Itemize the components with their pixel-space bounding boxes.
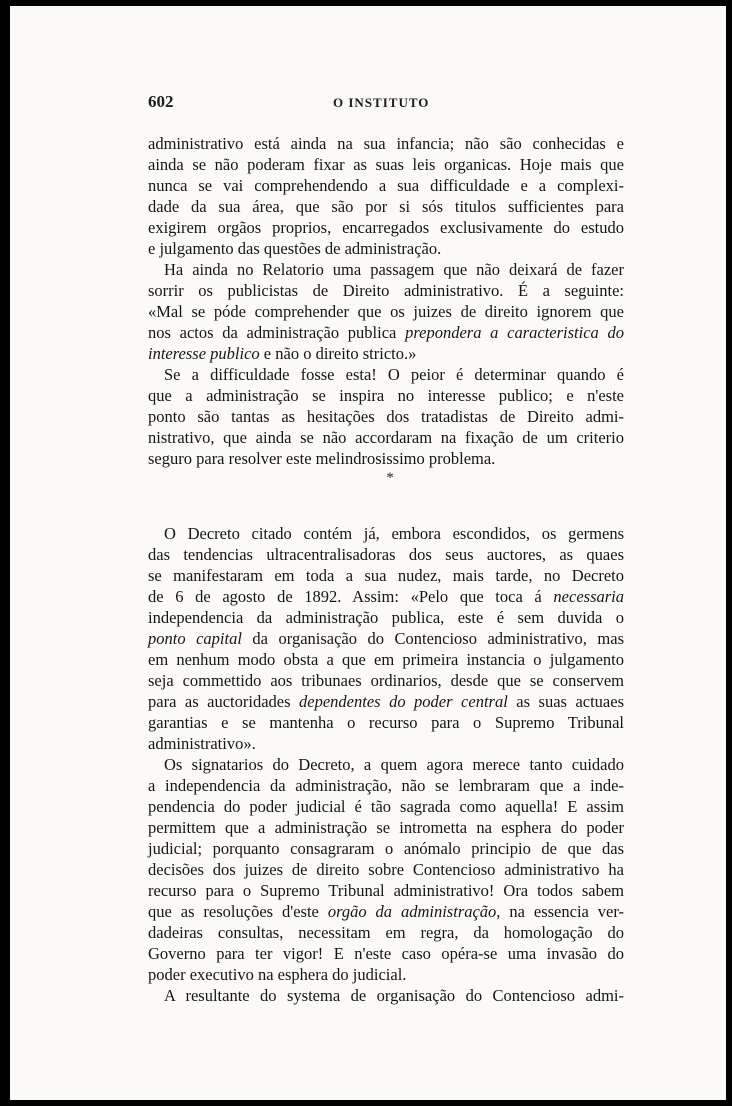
paragraph-4-line: se manifestaram em toda a sua nudez, mais tarde, no Decreto — [148, 566, 624, 585]
italic-phrase: dependentes do poder central — [299, 692, 508, 711]
line-text: na essencia ver- — [509, 902, 625, 921]
paragraph-2-line: sorrir os publicistas de Direito administrativo. É a seguinte: — [148, 281, 624, 300]
paragraph-2-line — [148, 344, 624, 364]
page-header — [148, 92, 624, 114]
paragraph-1-line: e julgamento das questões de administração. — [148, 239, 442, 258]
line-text: de 6 de agosto de 1892. Assim: «Pelo que toca á — [148, 587, 542, 606]
line-text: nos actos da administração publica — [148, 323, 397, 342]
paragraph-1-line: exigirem orgãos proprios, encarregados exclusivamente do estudo — [148, 218, 624, 237]
paragraph-4-line: administrativo». — [148, 734, 256, 753]
running-title: O INSTITUTO — [333, 95, 430, 110]
paragraph-5-line: dadeiras consultas, necessitam em regra, da homologação do — [148, 923, 624, 942]
paragraph-4-line: seja commettido aos tribunaes ordinarios, desde que se conservem — [148, 671, 624, 690]
line-text: as suas actuaes — [516, 692, 625, 711]
paragraph-4-line: em nenhum modo obsta a que em primeira instancia o julgamento — [148, 650, 624, 669]
paragraph-5-line: decisões dos juizes de direito sobre Contencioso administrativo ha — [148, 860, 624, 879]
italic-phrase: necessaria — [553, 587, 624, 606]
paragraph-1-line: dade da sua área, que são por si sós titulos sufficientes para — [148, 197, 624, 216]
line-text: e não o direito stricto.» — [263, 344, 417, 363]
paragraph-2-line: Ha ainda no Relatorio uma passagem que não deixará de fazer — [164, 260, 624, 279]
paragraph-3-line: nistrativo, que ainda se não accordaram na fixação de um criterio — [148, 428, 624, 447]
paragraph-3-line: Se a difficuldade fosse esta! O peior é determinar quando é — [164, 365, 624, 384]
paragraph-1-line: ainda se não poderam fixar as suas leis organicas. Hoje mais que — [148, 155, 624, 174]
page-number: 602 — [148, 92, 174, 111]
paragraph-5-line: pendencia do poder judicial é tão sagrada como aquella! E assim — [148, 797, 624, 816]
paragraph-4-line: O Decreto citado contém já, embora escondidos, os germens — [164, 524, 624, 543]
paragraph-3-line: ponto são tantas as hesitações dos tratadistas de Direito admi- — [148, 407, 624, 426]
paragraph-1-line: administrativo está ainda na sua infancia; não são conhecidas e — [148, 134, 624, 153]
italic-phrase: prepondera a caracteristica do — [405, 323, 625, 342]
line-text: da organisação do Contencioso administrativo, mas — [252, 629, 624, 648]
paragraph-4-line — [148, 629, 624, 649]
paragraph-4-line: garantias e se mantenha o recurso para o Supremo Tribunal — [148, 713, 624, 732]
paragraph-5-line: recurso para o Supremo Tribunal administrativo! Ora todos sabem — [148, 881, 624, 900]
paragraph-6-line: A resultante do systema de organisação do Contencioso admi- — [164, 986, 624, 1005]
italic-phrase: interesse publico — [148, 344, 260, 363]
paragraph-5-line — [148, 902, 624, 922]
paragraph-3-line: que a administração se inspira no interesse publico; e n'este — [148, 386, 624, 405]
paragraph-2-line: «Mal se póde comprehender que os juizes de direito ignorem que — [148, 302, 624, 321]
paragraph-4-line: das tendencias ultracentralisadoras dos seus auctores, as quaes — [148, 545, 624, 564]
line-text: para as auctoridades — [148, 692, 291, 711]
section-divider: * — [386, 470, 394, 486]
paragraph-3-line: seguro para resolver este melindrosissimo problema. — [148, 449, 496, 468]
paragraph-4-line: independencia da administração publica, este é sem duvida o — [148, 608, 624, 627]
paragraph-5-line: Os signatarios do Decreto, a quem agora merece tanto cuidado — [164, 755, 624, 774]
paragraph-4-line — [148, 587, 624, 607]
paragraph-5-line: permittem que a administração se intrometta na esphera do poder — [148, 818, 624, 837]
paragraph-4-line — [148, 692, 624, 712]
italic-phrase: orgão da administração, — [327, 902, 501, 921]
italic-phrase: ponto capital — [148, 629, 242, 648]
paragraph-5-line: poder executivo na esphera do judicial. — [148, 965, 407, 984]
line-text: que as resoluções d'este — [148, 902, 319, 921]
paragraph-5-line: judicial; porquanto consagraram o anómalo principio de que das — [148, 839, 624, 858]
paragraph-5-line: a independencia da administração, não se lembraram que a inde- — [148, 776, 624, 795]
paragraph-2-line — [148, 323, 624, 343]
paragraph-5-line: Governo para ter vigor! E n'este caso opéra-se uma invasão do — [148, 944, 624, 963]
paragraph-1-line: nunca se vai comprehendendo a sua difficuldade e a complexi- — [148, 176, 624, 195]
